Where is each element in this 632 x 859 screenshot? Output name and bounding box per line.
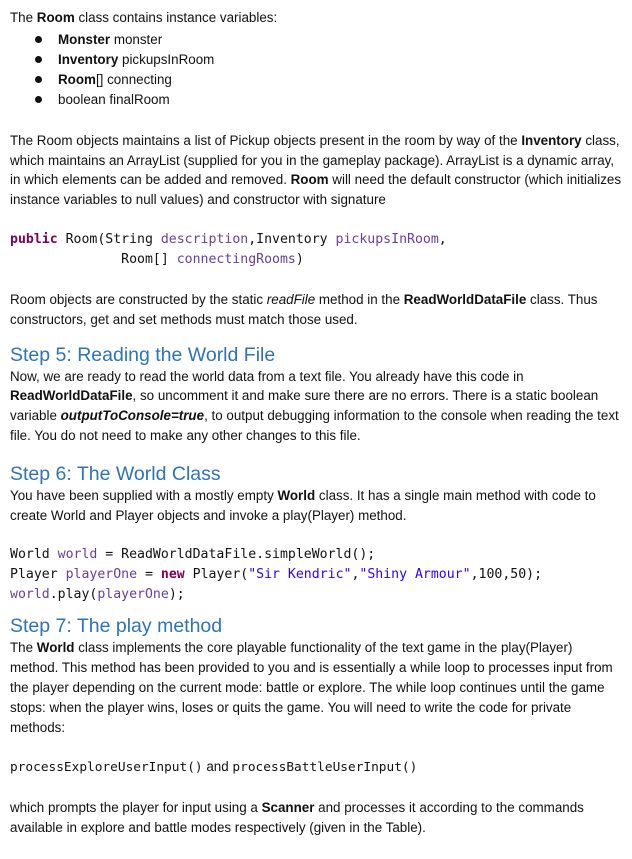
code-variable: playerOne bbox=[97, 587, 169, 603]
field-name: [] connecting bbox=[95, 71, 172, 87]
world-code-block bbox=[10, 545, 622, 605]
room-para-bold-1: Inventory bbox=[521, 132, 582, 148]
list-item bbox=[32, 70, 622, 90]
step5-text-2: , so uncomment it and make sure there are no errors. There is a static boolean variable bbox=[10, 388, 599, 424]
scanner-text-1: which prompts the player for input using a bbox=[10, 800, 262, 816]
constructor-code-block bbox=[10, 230, 622, 270]
instance-variable-list bbox=[10, 30, 622, 110]
code-variable: world bbox=[10, 587, 50, 603]
step6-paragraph bbox=[10, 486, 622, 526]
code-text: Room[] bbox=[10, 251, 177, 267]
method-conjunction: and bbox=[202, 759, 233, 775]
intro-prefix: The bbox=[10, 10, 37, 25]
code-string: "Sir Kendric" bbox=[248, 567, 352, 583]
code-text: , bbox=[351, 567, 360, 583]
step6-text-2: class. It has a single main method with code to create World and Player objects and invoke a play(Player) method. bbox=[10, 487, 596, 523]
readfile-text-1: Room objects are constructed by the static bbox=[10, 291, 267, 307]
code-text: World bbox=[10, 547, 58, 563]
step6-heading: Step 6: The World Class bbox=[10, 462, 221, 485]
field-type: Inventory bbox=[58, 51, 119, 67]
readfile-paragraph bbox=[10, 290, 622, 330]
intro-suffix: class contains instance variables: bbox=[74, 10, 278, 25]
readfile-text-2: method in the bbox=[315, 291, 404, 307]
field-type: Monster bbox=[58, 31, 111, 47]
code-variable: playerOne bbox=[65, 567, 138, 583]
code-text: = ReadWorldDataFile.simpleWorld(); bbox=[97, 547, 376, 563]
step7-paragraph bbox=[10, 638, 622, 737]
method-names bbox=[10, 757, 622, 778]
step5-text-3: , to output debugging information to the console when reading the text file. You do not need to make any other changes to this file. bbox=[10, 408, 619, 443]
step7-text-2: class implements the core playable functionality of the text game in the play(Player) method. This method has been provided to you and is essentially a while loop to processes input from the player depending on the current mode: battle or explore. The while loop continues until the game stops: when the player wins, loses or quits the game. You will need to write the code for private methods: bbox=[10, 640, 613, 735]
bullet-icon bbox=[35, 36, 42, 43]
bullet-icon bbox=[35, 96, 42, 103]
code-text: ,Inventory bbox=[248, 231, 336, 247]
step7-class-name: World bbox=[36, 640, 75, 656]
code-text: Player( bbox=[184, 567, 249, 583]
method-name-battle: processBattleUserInput() bbox=[232, 760, 418, 776]
scanner-paragraph bbox=[10, 798, 622, 838]
scanner-text-2: and processes it according to the commands available in explore and battle modes respectively (given in the Table). bbox=[10, 800, 584, 835]
field-name: monster bbox=[110, 31, 163, 47]
intro-class-name: Room bbox=[36, 10, 75, 25]
code-keyword: public bbox=[10, 231, 58, 247]
room-para-text-2: class, which maintains an ArrayList (supplied for you in the gameplay package). ArrayList is a dynamic array, in which elements can be added and removed. bbox=[10, 132, 620, 188]
step5-class-name: ReadWorldDataFile bbox=[10, 388, 133, 404]
list-item bbox=[32, 90, 622, 110]
scanner-class-name: Scanner bbox=[261, 800, 315, 816]
code-text: ,100,50); bbox=[470, 567, 543, 583]
list-item bbox=[32, 30, 622, 50]
intro-text bbox=[10, 8, 622, 28]
code-text: Room(String bbox=[57, 231, 161, 247]
method-name-explore: processExploreUserInput() bbox=[10, 760, 203, 776]
code-text: ) bbox=[295, 251, 304, 267]
step6-text-1: You have been supplied with a mostly empty bbox=[10, 487, 278, 503]
field-name: boolean finalRoom bbox=[58, 91, 170, 107]
room-para-text-1: The Room objects maintains a list of Pickup objects present in the room by way of the bbox=[10, 132, 522, 148]
step7-text-1: The bbox=[10, 640, 37, 656]
bullet-icon bbox=[35, 56, 42, 63]
readfile-text-3: class. Thus constructors, get and set methods must match those used. bbox=[10, 291, 598, 327]
code-variable: connectingRooms bbox=[176, 251, 296, 267]
field-name: pickupsInRoom bbox=[118, 51, 215, 67]
step5-heading: Step 5: Reading the World File bbox=[10, 343, 276, 366]
step5-paragraph bbox=[10, 367, 622, 446]
list-item bbox=[32, 50, 622, 70]
bullet-icon bbox=[35, 76, 42, 83]
readfile-class-name: ReadWorldDataFile bbox=[403, 291, 527, 307]
code-text: = bbox=[137, 567, 161, 583]
readfile-method-name: readFile bbox=[266, 291, 316, 307]
step6-class-name: World bbox=[277, 487, 316, 503]
code-text: .play( bbox=[49, 587, 98, 603]
code-text: Player bbox=[10, 567, 66, 583]
code-text: , bbox=[438, 231, 447, 247]
code-variable: world bbox=[57, 547, 98, 563]
step7-heading: Step 7: The play method bbox=[10, 615, 223, 638]
code-variable: pickupsInRoom bbox=[335, 231, 439, 247]
code-keyword: new bbox=[160, 567, 185, 583]
step5-variable: outputToConsole=true bbox=[60, 408, 205, 424]
room-paragraph bbox=[10, 131, 622, 210]
code-variable: description bbox=[160, 231, 249, 247]
room-para-text-3: will need the default constructor (which initializes instance variables to null values) and constructor with signature bbox=[10, 172, 622, 208]
field-type: Room bbox=[58, 71, 96, 87]
code-string: "Shiny Armour" bbox=[359, 567, 471, 583]
step5-text-1: Now, we are ready to read the world data from a text file. You already have this code in bbox=[10, 368, 524, 384]
code-text: ); bbox=[168, 587, 185, 603]
room-para-bold-2: Room bbox=[290, 172, 329, 188]
